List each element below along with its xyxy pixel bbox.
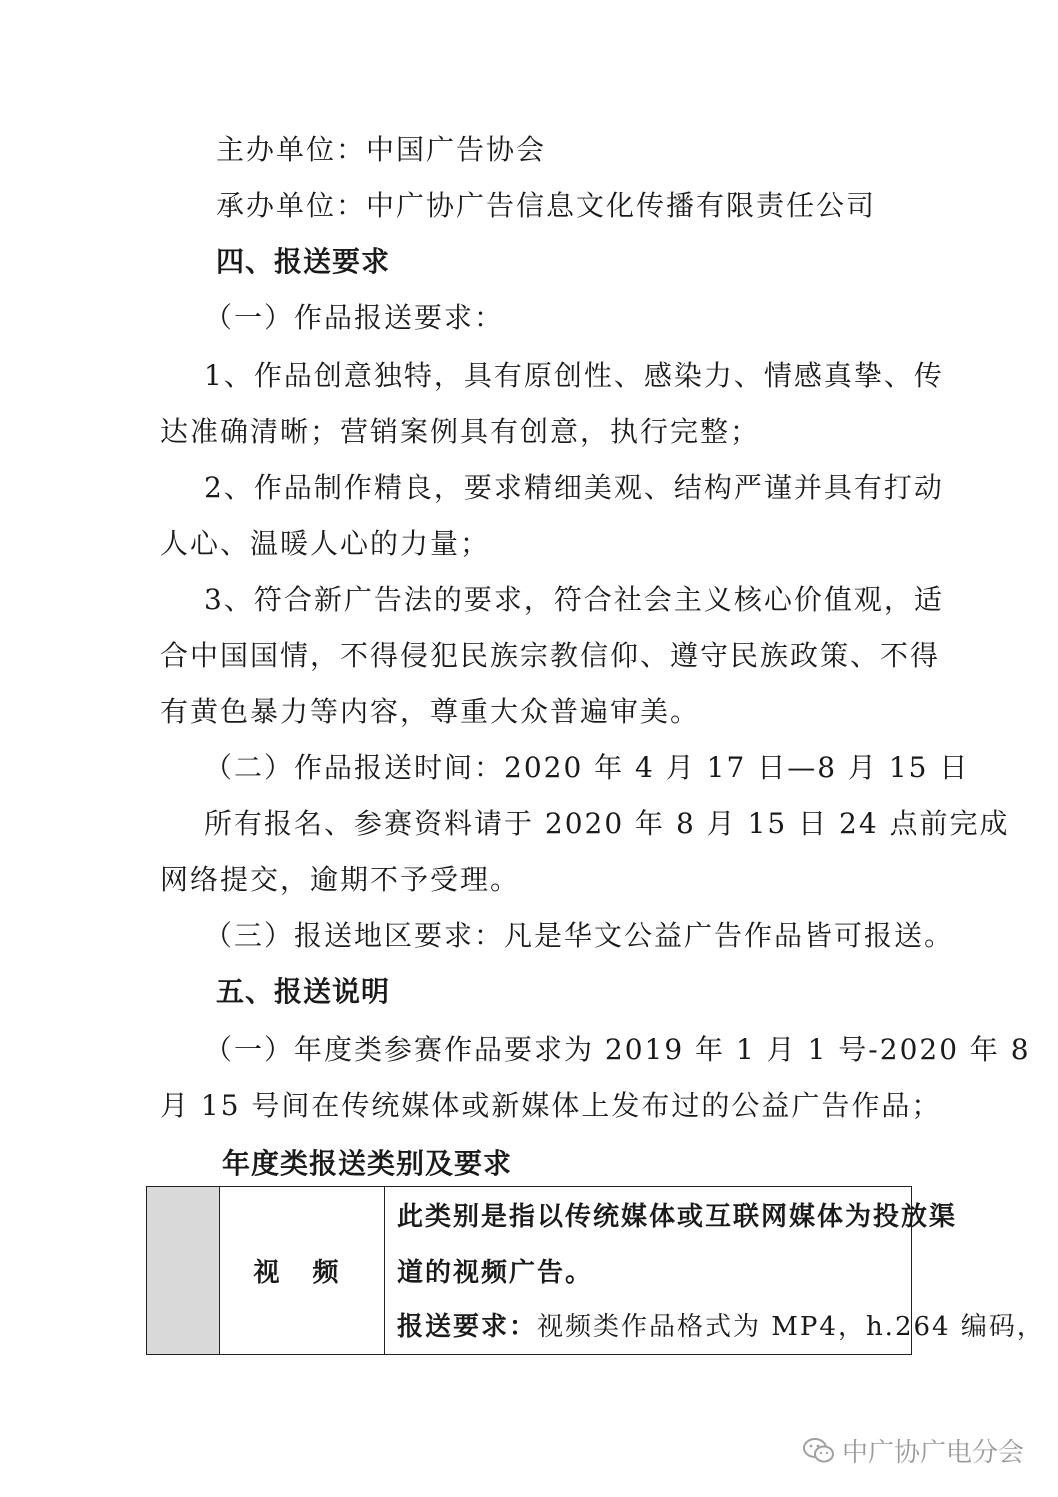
item-3-line-2: 合中国国情，不得侵犯民族宗教信仰、遵守民族政策、不得 bbox=[160, 639, 941, 672]
table-index-cell bbox=[147, 1187, 220, 1354]
requirement-line bbox=[397, 1309, 1045, 1345]
deadline-line-1: 所有报名、参赛资料请于 2020 年 8 月 15 日 24 点前完成 bbox=[204, 807, 1010, 840]
description-line-1: 此类别是指以传统媒体或互联网媒体为投放渠 bbox=[397, 1202, 958, 1232]
category-table bbox=[146, 1186, 1045, 1355]
annual-line-1: （一）年度类参赛作品要求为 2019 年 1 月 1 号-2020 年 8 bbox=[204, 1033, 1031, 1066]
item-3-line-3: 有黄色暴力等内容，尊重大众普遍审美。 bbox=[160, 695, 701, 728]
table-category-cell: 视 频 bbox=[220, 1187, 385, 1354]
item-1-line-2: 达准确清晰；营销案例具有创意，执行完整； bbox=[160, 415, 761, 448]
section-4-heading: 四、报送要求 bbox=[216, 245, 391, 278]
organizer-line: 主办单位：中国广告协会 bbox=[216, 133, 547, 166]
subsection-3: （三）报送地区要求：凡是华文公益广告作品皆可报送。 bbox=[204, 919, 955, 952]
section-5-heading: 五、报送说明 bbox=[216, 975, 391, 1008]
subsection-2: （二）作品报送时间：2020 年 4 月 17 日—8 月 15 日 bbox=[204, 751, 970, 784]
undertaker-line: 承办单位：中广协广告信息文化传播有限责任公司 bbox=[216, 189, 877, 222]
item-1-line-1: 1、作品创意独特，具有原创性、感染力、情感真挚、传 bbox=[204, 359, 944, 392]
item-3-line-1: 3、符合新广告法的要求，符合社会主义核心价值观，适 bbox=[204, 583, 944, 616]
requirement-text: 视频类作品格式为 MP4，h.264 编码， bbox=[537, 1312, 1045, 1342]
item-2-line-2: 人心、温暖人心的力量； bbox=[160, 527, 491, 560]
subsection-1: （一）作品报送要求： bbox=[204, 301, 505, 334]
item-2-line-1: 2、作品制作精良，要求精细美观、结构严谨并具有打动 bbox=[204, 471, 944, 504]
table-description-cell bbox=[397, 1187, 1045, 1354]
table-title: 年度类报送类别及要求 bbox=[222, 1147, 513, 1180]
deadline-line-2: 网络提交，逾期不予受理。 bbox=[160, 863, 521, 896]
wechat-icon bbox=[802, 1436, 836, 1466]
annual-line-2: 月 15 号间在传统媒体或新媒体上发布过的公益广告作品； bbox=[160, 1089, 942, 1122]
watermark bbox=[802, 1432, 1024, 1469]
requirement-label: 报送要求： bbox=[397, 1312, 538, 1342]
watermark-text: 中广协广电分会 bbox=[841, 1438, 1024, 1468]
description-line-2: 道的视频广告。 bbox=[397, 1258, 594, 1288]
